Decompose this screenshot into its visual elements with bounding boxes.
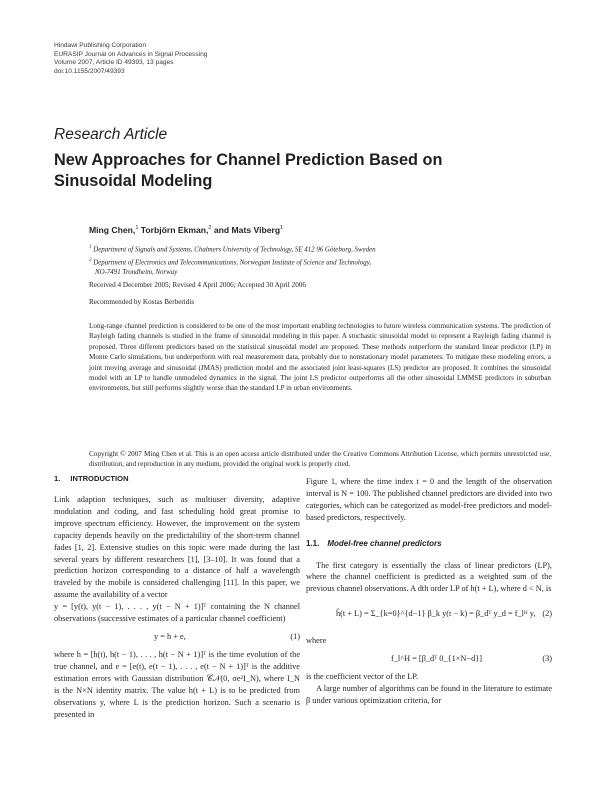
affiliation-1 bbox=[89, 243, 529, 256]
author-1-affil: 1 bbox=[135, 225, 139, 232]
section-number: 1. bbox=[54, 474, 61, 483]
section-title: INTRODUCTION bbox=[70, 474, 129, 483]
equation-2-row bbox=[306, 595, 552, 635]
article-type: Research Article bbox=[54, 126, 168, 143]
affiliation-2 bbox=[89, 256, 529, 269]
left-column bbox=[54, 494, 300, 720]
affiliation-2-marker: 2 bbox=[89, 257, 92, 263]
equation-3-row bbox=[306, 647, 552, 671]
intro-paragraph-1: Link adaption techniques, such as multiuser diversity, adaptive modulation and coding, and fast scheduling hold great promise to improve spectrum efficiency. However, the improvement on the system capacity depends heavily on the predictability of the short-term channel fades [1, 2]. Extensive studies on this topic were made during the last several years by different researchers [1], [3–10]. It was found that a prediction horizon corresponding to a distance of half a wavelength traveled by the mobile is considered challenging [11]. In this paper, we assume the availability of a vector bbox=[54, 495, 300, 600]
equation-3: f_l^H = [β_dᵀ 0_{1×N−d}] bbox=[391, 654, 482, 664]
equation-1: y = h + e, bbox=[154, 631, 186, 641]
intro-vector-def: y = [y(t), y(t − 1), . . . , y(t − N + 1)]ᵀ containing the N channel observations (successive estimates of a particular channel coefficient) bbox=[54, 602, 300, 624]
right-paragraph-4: A large number of algorithms can be found in the literature to estimate β under various optimization criteria, for bbox=[306, 684, 552, 705]
affiliation-1-text: Department of Signals and Systems, Chalmers University of Technology, SE 412 96 Göteborg, Sweden bbox=[91, 246, 376, 254]
affiliations bbox=[89, 243, 529, 278]
title-line-1: New Approaches for Channel Prediction Based on bbox=[54, 151, 443, 169]
volume-info: Volume 2007, Article ID 49393, 13 pages bbox=[54, 59, 174, 67]
recommended-by: Recommended by Kostas Berberidis bbox=[89, 298, 195, 306]
affiliation-1-marker: 1 bbox=[89, 245, 92, 250]
right-paragraph-3: is the coefficient vector of the LP. bbox=[306, 672, 419, 682]
intro-paragraph-2: where h = [h(t), h(t − 1), . . . , h(t − N + 1)]ᵀ is the time evolution of the true channel, and e = [e(t), e(t − 1), . . . , e(t − N + 1)]ᵀ is the additive estimation errors with Gaussian distribution 𝒞𝒩(0, σe²I_N), where I_N is the N×N identity matrix. The value h(t + L) is to be predicted from observations y, where L is the prediction horizon. Such a scenario is presented in bbox=[54, 649, 300, 719]
equation-1-number: (1) bbox=[290, 631, 300, 641]
equation-1-row bbox=[54, 625, 300, 649]
equation-2: ĥ(t + L) = Σ_{k=0}^{d−1} β_k y(t − k) = β_dᵀ y_d = f_lᴴ y, bbox=[336, 609, 536, 619]
copyright: Copyright © 2007 Ming Chen et al. This is an open access article distributed under the Creative Commons Attribution License, which permits unrestricted use, distribution, and reproduction in any medium, provided the original work is properly cited. bbox=[89, 450, 551, 469]
where-text: where bbox=[306, 636, 327, 646]
right-paragraph-2: The first category is essentially the class of linear predictors (LP), where the channel coefficient is predicted as a weighted sum of the previous channel observations. A dth order LP of h(t + L), where d < N, is bbox=[306, 560, 552, 594]
author-2[interactable]: Torbjörn Ekman, bbox=[138, 225, 209, 235]
author-3-affil: 1 bbox=[280, 225, 284, 232]
paper-title bbox=[54, 150, 574, 191]
subsection-title: Model-free channel predictors bbox=[327, 538, 442, 548]
journal-name: EURASIP Journal on Advances in Signal Processing bbox=[54, 50, 208, 58]
publisher: Hindawi Publishing Corporation bbox=[54, 42, 146, 49]
author-1[interactable]: Ming Chen, bbox=[89, 225, 136, 235]
affiliation-2-cont: NO-7491 Trondheim, Norway bbox=[95, 269, 178, 276]
author-2-affil: 2 bbox=[208, 225, 212, 232]
title-line-2: Sinusoidal Modeling bbox=[54, 171, 213, 190]
equation-3-number: (3) bbox=[542, 654, 552, 664]
right-column bbox=[306, 476, 552, 707]
abstract: Long-range channel prediction is considered to be one of the most important enabling technologies to future wireless communication systems. The prediction of Rayleigh fading channels is studied in the frame of sinusoidal modeling in this paper. A stochastic sinusoidal model to represent a Rayleigh fading channel is proposed. Three different predictors based on the statistical sinusoidal model are proposed. These methods outperform the standard linear predictor (LP) in Monte Carlo simulations, but underperform with real measurement data, probably due to nonstationary model parameters. To mitigate these modeling errors, a joint moving average and sinusoidal (JMAS) prediction model and the associated joint least-squares (LS) predictor are proposed. It combines the sinusoidal model with an LP to handle unmodeled dynamics in the signal. The joint LS predictor outperforms all the other sinusoidal LMMSE predictors in suburban environments, but still performs slightly worse than the standard LP in urban environments. bbox=[89, 322, 551, 393]
equation-2-number: (2) bbox=[542, 609, 552, 619]
section-heading bbox=[54, 474, 129, 483]
subsection-number: 1.1. bbox=[306, 538, 320, 548]
doi[interactable]: doi:10.1155/2007/49393 bbox=[54, 67, 125, 75]
journal-header bbox=[54, 42, 207, 76]
subsection-heading bbox=[306, 538, 552, 550]
affiliation-2-text: Department of Electronics and Telecommunications, Norwegian Institute of Science and Technology, bbox=[91, 258, 372, 266]
right-paragraph-1: Figure 1, where the time index t = 0 and the length of the observation interval is N = 100. The published channel predictors are divided into two categories, which can be categorized as model-free predictors and model-based predictors, respectively. bbox=[306, 477, 552, 522]
history-dates: Received 4 December 2005; Revised 4 April 2006; Accepted 30 April 2006 bbox=[89, 281, 306, 289]
author-3[interactable]: and Mats Viberg bbox=[211, 225, 281, 235]
author-list bbox=[89, 225, 283, 235]
